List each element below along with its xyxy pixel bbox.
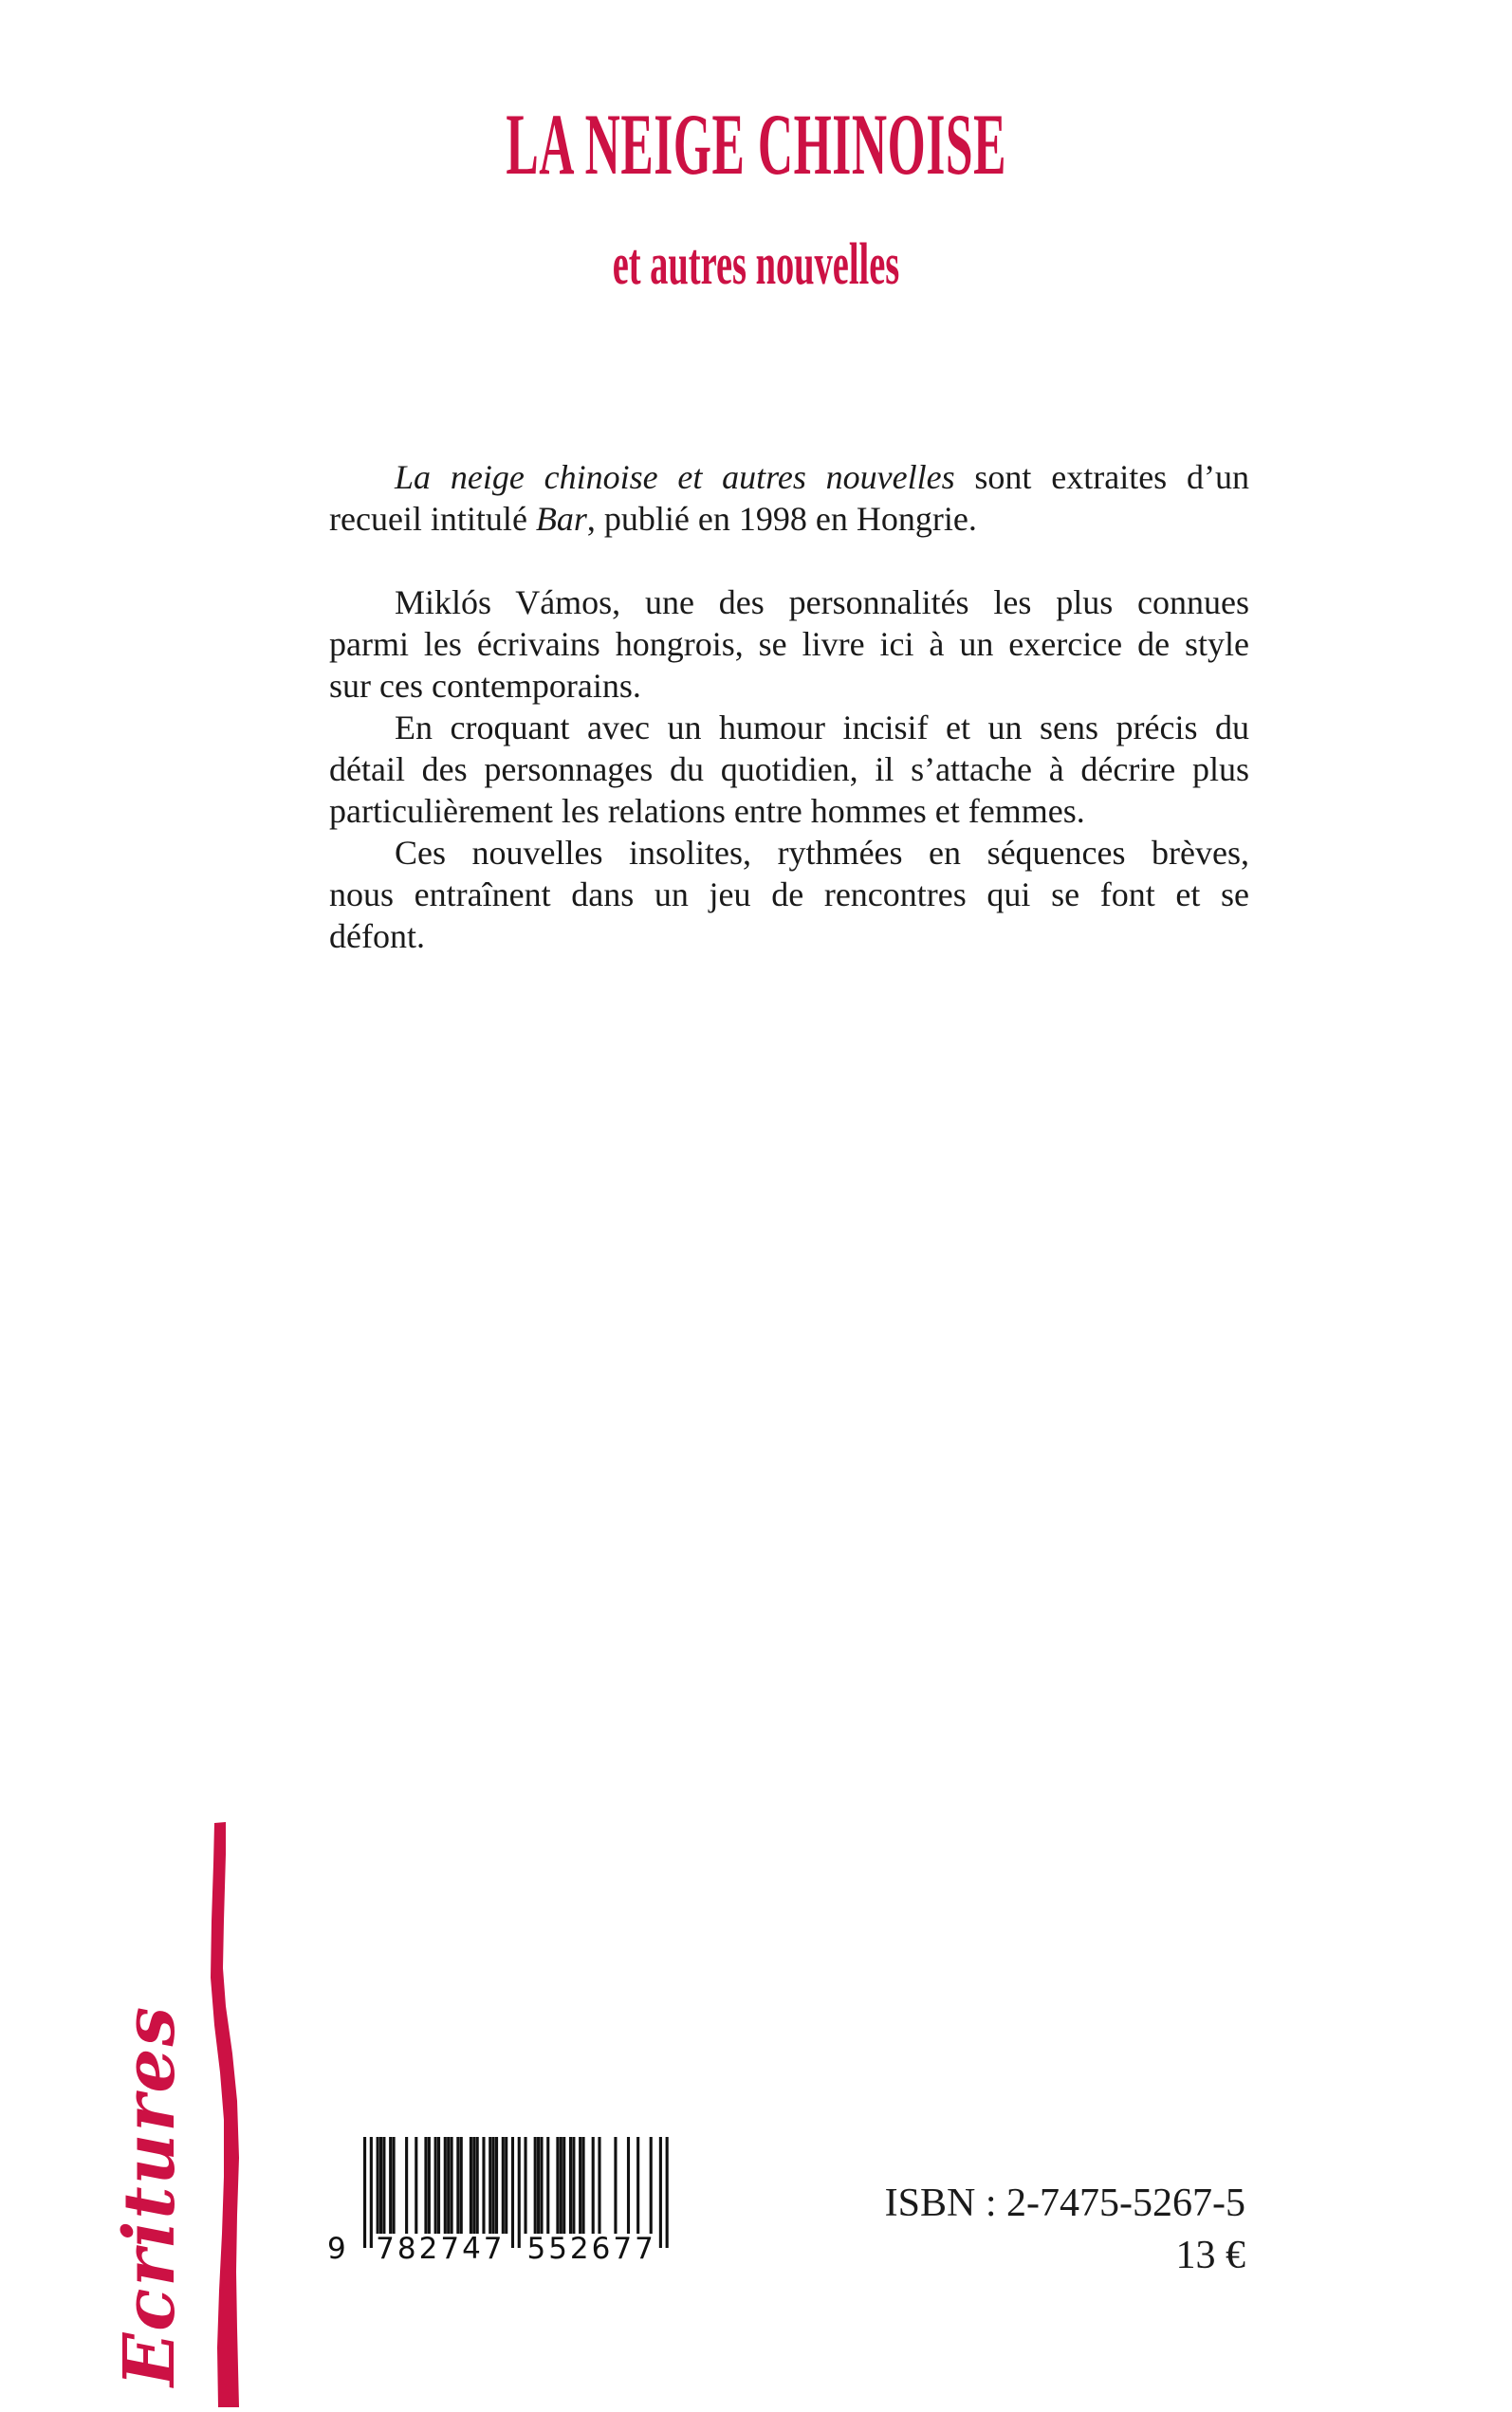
blurb-line	[329, 748, 1249, 790]
body-text-run: parmi les écrivains hongrois, se livre ici à un exercice de style	[329, 625, 1249, 663]
blurb-text	[329, 456, 1249, 957]
blurb-line	[329, 456, 1249, 498]
blurb-line	[329, 623, 1249, 665]
italic-title-text: Bar	[535, 500, 587, 538]
brush-stroke-icon	[190, 1816, 256, 2407]
isbn-barcode	[323, 2137, 683, 2265]
body-text-run: sur ces contemporains.	[329, 667, 641, 705]
body-text-run: Miklós Vámos, une des personnalités les plus connues	[395, 583, 1249, 621]
book-title: LA NEIGE CHINOISE	[506, 96, 1006, 193]
blurb-line	[329, 790, 1249, 832]
body-text-run: En croquant avec un humour incisif et un sens précis du	[395, 709, 1249, 746]
title-block	[0, 96, 1512, 193]
subtitle-block	[0, 231, 1512, 298]
body-text-run: nous entraînent dans un jeu de rencontres qui se font et se	[329, 875, 1249, 913]
svg-text:552677: 552677	[526, 2232, 656, 2265]
blurb-line	[329, 665, 1249, 707]
body-text-run: Ces nouvelles insolites, rythmées en séquences brèves,	[395, 834, 1249, 872]
svg-text:9: 9	[327, 2232, 346, 2265]
ecritures-logo-icon	[109, 1997, 191, 2395]
body-text-run: défont.	[329, 917, 425, 955]
body-text-run: recueil intitulé	[329, 500, 536, 538]
body-text-run: particulièrement les relations entre hommes et femmes.	[329, 792, 1085, 830]
isbn-label: ISBN : 2-7475-5267-5	[884, 2182, 1245, 2225]
body-text-run: détail des personnages du quotidien, il s’attache à décrire plus	[329, 750, 1249, 788]
price-label: 13 €	[1175, 2234, 1245, 2277]
svg-text:782747: 782747	[376, 2232, 506, 2265]
blurb-line	[329, 707, 1249, 748]
body-text-run: , publié en 1998 en Hongrie.	[586, 500, 977, 538]
blurb-line	[329, 832, 1249, 874]
isbn-price-block	[885, 2178, 1245, 2282]
body-text-run: sont extraites d’un	[954, 458, 1249, 496]
publisher-logo-text: Ecritures	[109, 2004, 191, 2387]
paragraph-spacer	[329, 540, 1249, 581]
book-subtitle: et autres nouvelles	[612, 232, 900, 297]
italic-title-text: La neige chinoise et autres nouvelles	[395, 458, 955, 496]
blurb-line	[329, 874, 1249, 915]
blurb-line	[329, 498, 1249, 540]
blurb-line	[329, 581, 1249, 623]
blurb-line	[329, 915, 1249, 957]
